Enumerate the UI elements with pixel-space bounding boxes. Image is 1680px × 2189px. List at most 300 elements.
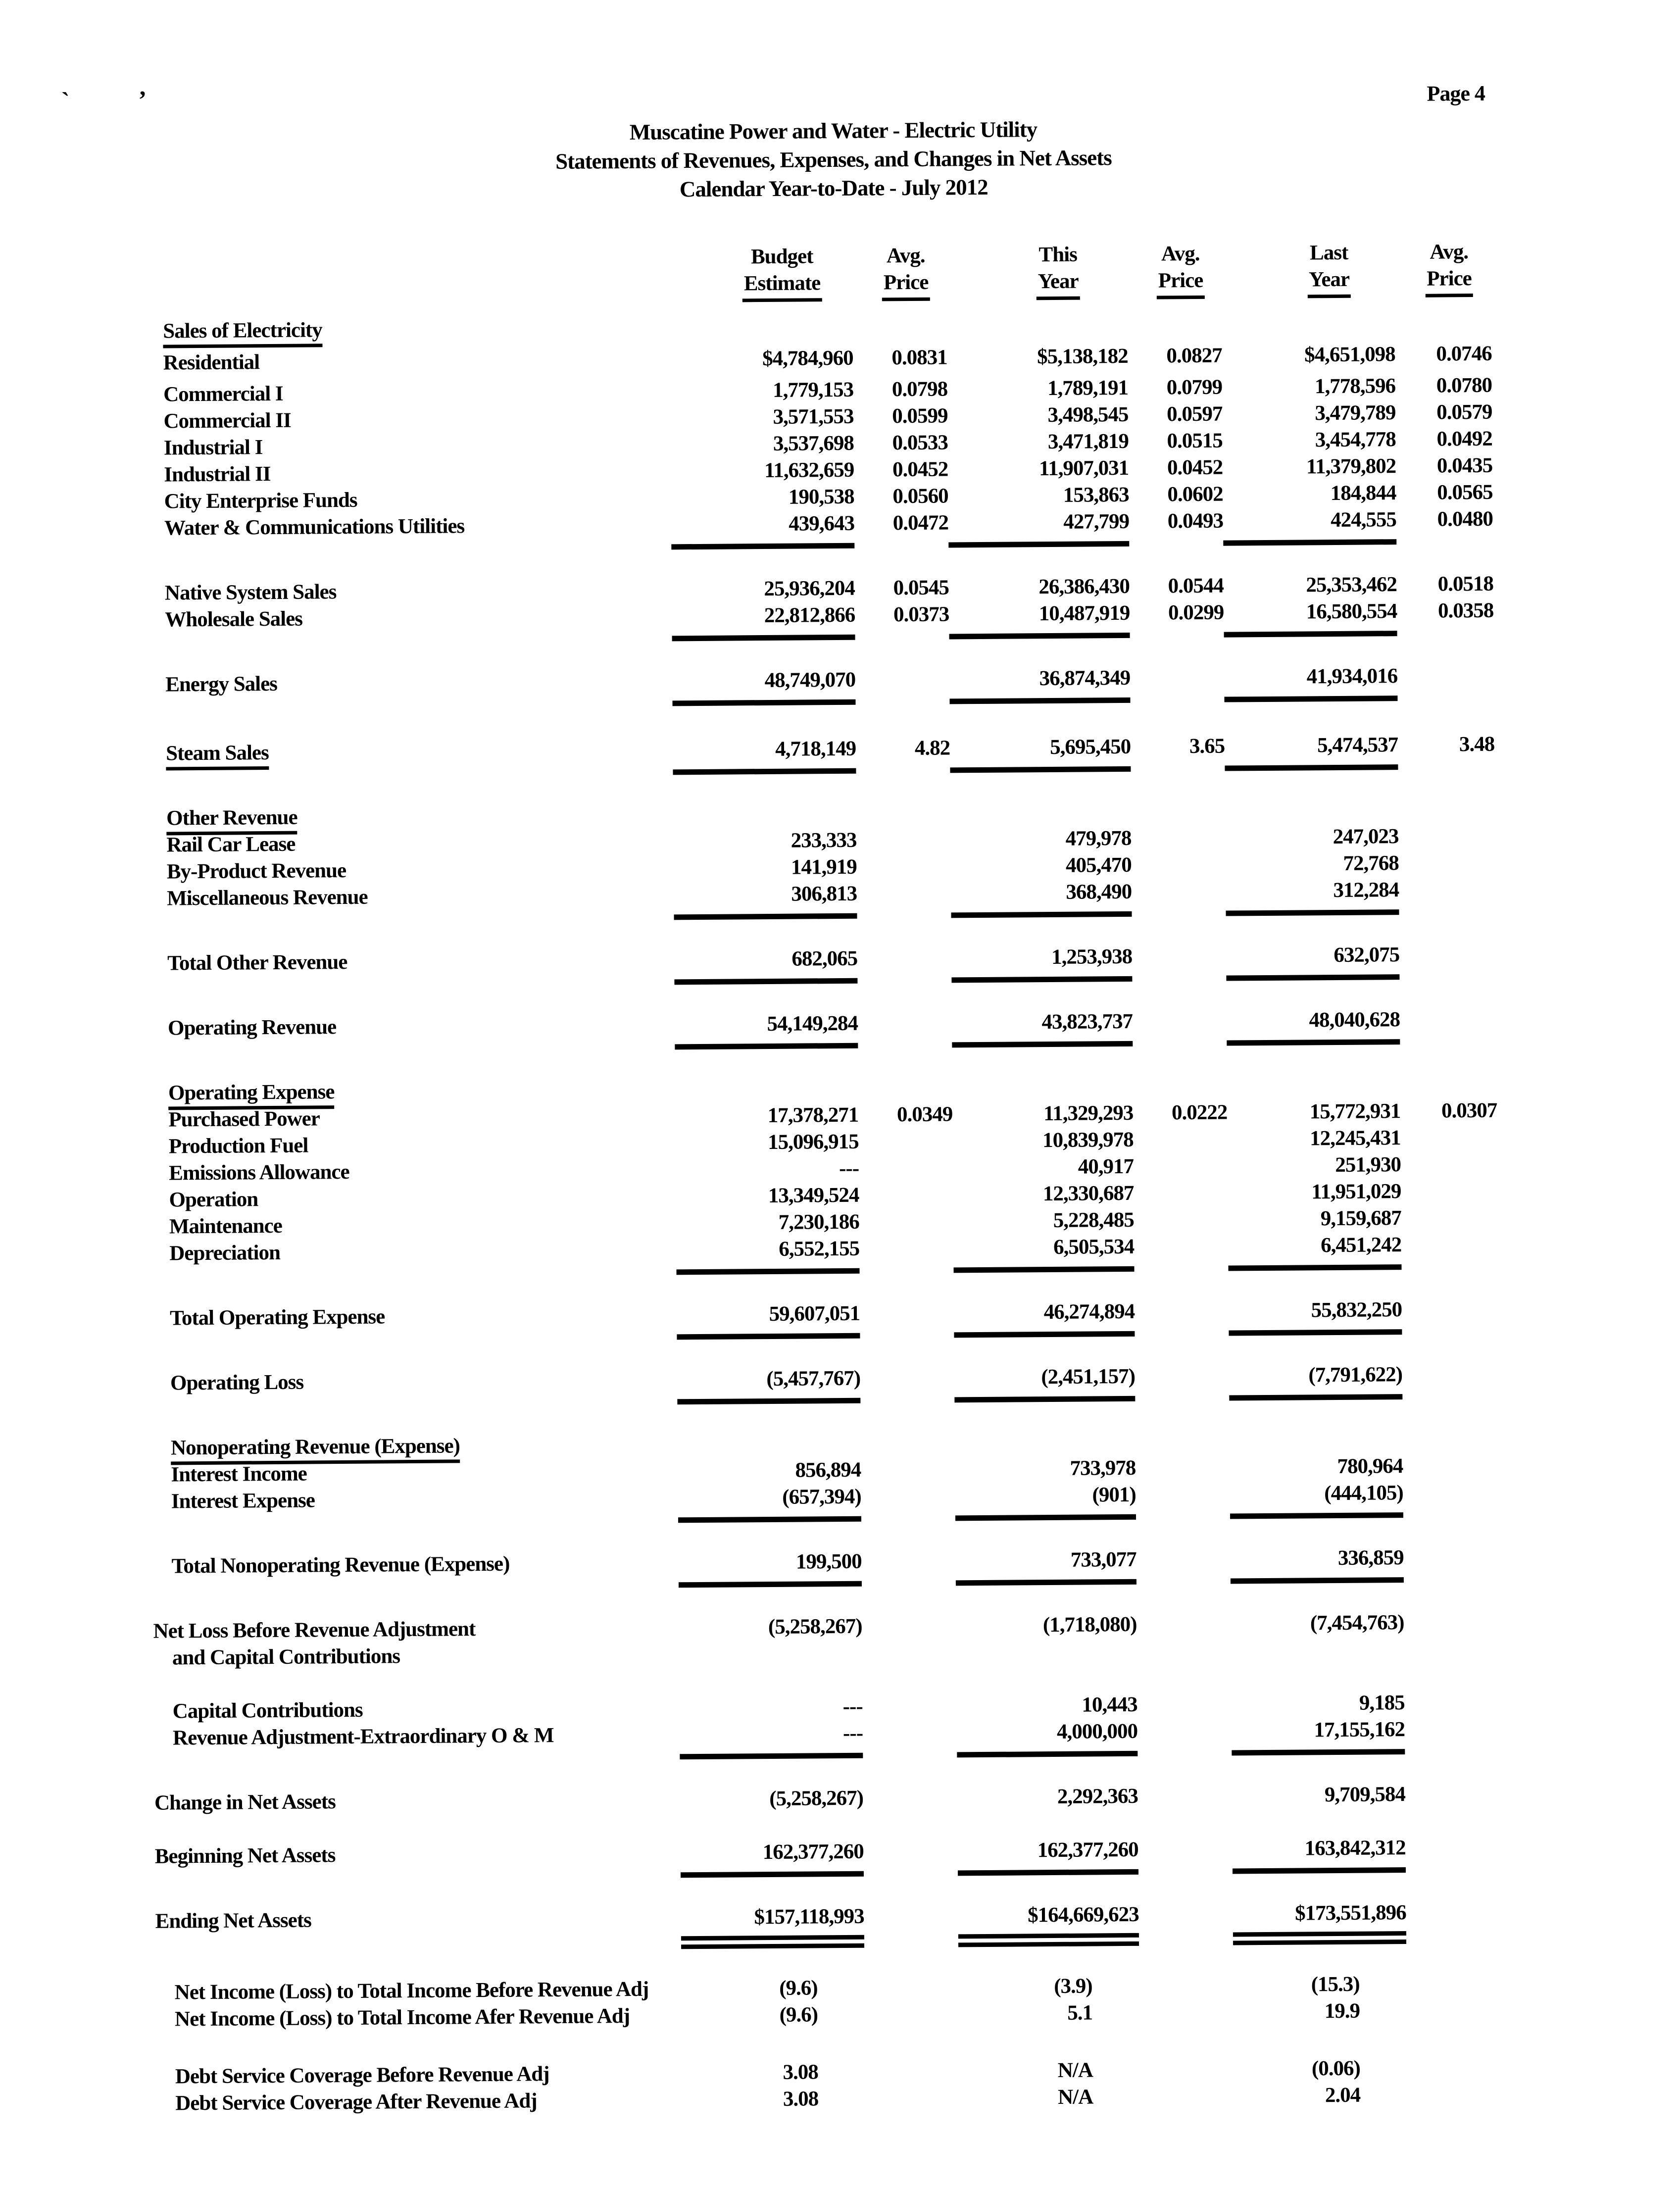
avg-price-budget-value: 0.0472 — [892, 511, 949, 535]
this-year-value: 36,874,349 — [949, 665, 1131, 704]
this-year-value: 1,253,938 — [951, 944, 1133, 983]
row-label — [150, 1301, 677, 1332]
row-label-text: Steam Sales — [166, 741, 269, 770]
avg-price-this-year-value: 0.0515 — [1167, 429, 1223, 453]
budget-estimate-value: (9.6) — [779, 2003, 818, 2027]
row-label — [146, 668, 672, 698]
budget-estimate-value: 233,333 — [791, 828, 857, 852]
avg-price-budget-value — [859, 1227, 953, 1228]
avg-price-this-year-value — [1140, 2075, 1234, 2076]
this-year-value: 427,799 — [948, 508, 1130, 548]
row-label-text: Native System Sales — [164, 580, 337, 605]
row-label — [150, 1366, 677, 1396]
row-label — [151, 1549, 678, 1580]
avg-price-budget-value — [865, 2077, 959, 2078]
row-label-text: Operating Expense — [168, 1080, 335, 1110]
budget-estimate-value: 141,919 — [791, 855, 857, 879]
avg-price-last-year-value — [1400, 1025, 1496, 1026]
row-label-text: Total Nonoperating Revenue (Expense) — [171, 1552, 510, 1578]
avg-price-last-year-value: 0.0780 — [1436, 373, 1492, 398]
row-label — [154, 1976, 681, 2006]
avg-price-budget-value — [863, 1712, 957, 1713]
row-label — [151, 1458, 678, 1488]
avg-price-last-year-value — [1398, 815, 1495, 816]
budget-estimate-value: 11,632,659 — [764, 458, 854, 483]
avg-price-last-year-value: 0.0492 — [1436, 427, 1492, 451]
budget-estimate-value: 59,607,051 — [677, 1300, 860, 1340]
this-year-value: 40,917 — [1078, 1154, 1134, 1179]
last-year-value — [1225, 816, 1398, 817]
avg-price-this-year-value: 0.0597 — [1167, 402, 1223, 426]
row-label — [149, 1156, 676, 1187]
this-year-value: 5.1 — [1067, 2001, 1093, 2025]
row-label-text: Revenue Adjustment-Extraordinary O & M — [172, 1724, 554, 1750]
this-year-value: 46,274,894 — [954, 1298, 1135, 1338]
budget-estimate-value: 162,377,260 — [681, 1839, 864, 1878]
avg-price-budget-value: 0.0533 — [892, 431, 948, 455]
row-label — [145, 576, 672, 606]
budget-estimate-value: 13,349,524 — [768, 1183, 859, 1208]
budget-estimate-value: (5,258,267) — [768, 1614, 862, 1639]
last-year-value: 1,778,596 — [1314, 374, 1396, 398]
row-label — [151, 1485, 678, 1515]
row-label — [144, 431, 671, 461]
row-label-text: Total Operating Expense — [170, 1305, 385, 1330]
row-label-text: Industrial I — [163, 436, 263, 460]
this-year-value: 11,329,293 — [1043, 1101, 1134, 1126]
row-label — [152, 1614, 679, 1671]
row-label-text-2: and Capital Contributions — [172, 1644, 400, 1670]
row-label — [143, 314, 670, 345]
last-year-value: 6,451,242 — [1228, 1232, 1402, 1271]
avg-price-budget-value: 4.82 — [914, 736, 950, 760]
budget-estimate-value: 22,812,866 — [672, 602, 855, 642]
this-year-value: 26,386,430 — [1038, 574, 1130, 599]
avg-price-this-year-value — [1136, 1474, 1230, 1475]
row-label-text: Commercial I — [163, 382, 283, 406]
last-year-value: 41,934,016 — [1224, 663, 1398, 702]
avg-price-this-year-value — [1128, 330, 1222, 331]
row-label-text: Capital Contributions — [172, 1698, 363, 1723]
avg-price-last-year-value — [1401, 1170, 1497, 1171]
last-year-value: 424,555 — [1223, 506, 1397, 546]
row-label — [144, 378, 670, 408]
row-label-text: Commercial II — [163, 408, 291, 433]
budget-estimate-value — [678, 1449, 861, 1451]
statement-table — [0, 237, 1680, 2118]
last-year-value: 251,930 — [1335, 1153, 1401, 1177]
budget-estimate-value: 54,149,284 — [675, 1010, 858, 1050]
row-label — [144, 346, 670, 376]
avg-price-this-year-value — [1139, 2018, 1234, 2019]
avg-price-budget-value — [864, 1922, 958, 1923]
row-label-text: Rail Car Lease — [166, 832, 296, 857]
this-year-value: 5,228,485 — [1053, 1208, 1134, 1232]
row-label — [146, 737, 673, 767]
avg-price-budget-value — [860, 1384, 954, 1385]
this-year-value: 368,490 — [951, 879, 1132, 918]
column-headers — [143, 239, 1491, 306]
col-header-budget-estimate: Budget Estimate — [669, 243, 853, 303]
title-line-3: Calendar Year-to-Date - July 2012 — [679, 174, 988, 202]
avg-price-this-year-value: 3.65 — [1189, 734, 1225, 758]
budget-estimate-value: $4,784,960 — [762, 346, 853, 371]
row-label-text: Depreciation — [169, 1241, 281, 1265]
avg-price-this-year-value — [1134, 1145, 1228, 1146]
avg-price-last-year-value — [1402, 1380, 1499, 1381]
last-year-value: 11,951,029 — [1311, 1180, 1401, 1204]
last-year-value: 3,479,789 — [1315, 401, 1396, 425]
statement-row — [153, 1781, 1502, 1817]
this-year-value: 43,823,737 — [952, 1008, 1133, 1048]
last-year-value: 15,772,931 — [1309, 1099, 1401, 1124]
this-year-value: 10,839,978 — [1042, 1128, 1134, 1152]
last-year-value: (7,454,763) — [1310, 1611, 1404, 1635]
avg-price-last-year-value — [1403, 1445, 1499, 1446]
row-label — [151, 1431, 678, 1461]
this-year-value: 3,498,545 — [1047, 402, 1129, 427]
row-label-text: Industrial II — [164, 462, 271, 487]
avg-price-this-year-value — [1136, 1565, 1231, 1566]
this-year-value: 10,443 — [1082, 1692, 1137, 1717]
avg-price-this-year-value: 0.0452 — [1167, 455, 1223, 480]
row-label-text: Production Fuel — [168, 1134, 308, 1158]
budget-estimate-value: 6,552,155 — [676, 1236, 860, 1275]
this-year-value — [947, 331, 1128, 333]
avg-price-budget-value — [861, 1502, 955, 1503]
budget-estimate-value: (5,457,767) — [677, 1365, 861, 1405]
report-header — [0, 0, 1674, 208]
row-label-text: Nonoperating Revenue (Expense) — [171, 1434, 460, 1465]
avg-price-budget-value: 0.0452 — [892, 457, 948, 482]
avg-price-budget-value: 0.0373 — [893, 602, 949, 627]
this-year-value: 11,907,031 — [1038, 456, 1129, 481]
row-label-text: Sales of Electricity — [163, 318, 322, 348]
last-year-value: 16,580,554 — [1224, 598, 1397, 637]
avg-price-this-year-value — [1137, 1630, 1231, 1631]
this-year-value: 733,978 — [1070, 1456, 1136, 1480]
row-label-text: Debt Service Coverage Before Revenue Adj — [175, 2062, 549, 2089]
scan-artifact: ` — [61, 87, 70, 115]
this-year-value: 4,000,000 — [957, 1718, 1138, 1758]
statement-row — [151, 1544, 1500, 1592]
row-label-text: Operating Revenue — [167, 1015, 337, 1040]
avg-price-budget-value — [859, 1174, 953, 1175]
avg-price-this-year-value — [1132, 962, 1226, 963]
this-year-value — [950, 818, 1131, 820]
avg-price-this-year-value — [1139, 1991, 1234, 1992]
row-label-text: Interest Expense — [171, 1489, 315, 1513]
avg-price-last-year-value — [1402, 1315, 1498, 1316]
avg-price-budget-value: 0.0798 — [891, 377, 948, 401]
this-year-value: 479,978 — [1065, 826, 1132, 850]
row-label — [145, 511, 671, 542]
row-label — [155, 2060, 682, 2090]
avg-price-this-year-value: 0.0544 — [1168, 574, 1224, 598]
avg-price-last-year-value — [1401, 1224, 1498, 1225]
title-line-1: Muscatine Power and Water - Electric Utility — [629, 117, 1038, 145]
last-year-value: $4,651,098 — [1304, 343, 1395, 367]
this-year-value: 3,471,819 — [1047, 429, 1129, 454]
avg-price-last-year-value: 0.0435 — [1436, 453, 1493, 478]
row-label — [147, 882, 674, 912]
avg-price-budget-value — [863, 1739, 957, 1740]
budget-estimate-value: --- — [680, 1720, 863, 1760]
avg-price-last-year-value — [1397, 682, 1494, 683]
avg-price-budget-value — [859, 1200, 953, 1201]
avg-price-budget-value — [859, 1147, 953, 1148]
statement-row — [154, 1899, 1503, 1953]
row-label-text: Debt Service Coverage After Revenue Adj — [175, 2089, 537, 2115]
budget-estimate-value: 25,936,204 — [764, 576, 855, 601]
row-label — [144, 485, 671, 515]
avg-price-budget-value — [865, 2104, 959, 2105]
this-year-value — [952, 1093, 1133, 1094]
avg-price-this-year-value: 0.0493 — [1167, 509, 1224, 533]
last-year-value: 25,353,462 — [1306, 573, 1397, 597]
row-label-text: Other Revenue — [166, 806, 297, 836]
this-year-value: 162,377,260 — [958, 1837, 1139, 1876]
avg-price-last-year-value — [1399, 960, 1496, 961]
avg-price-last-year-value — [1405, 1708, 1501, 1709]
avg-price-last-year-value: 0.0518 — [1437, 572, 1494, 596]
budget-estimate-value: 3.08 — [783, 2060, 818, 2084]
row-label — [153, 1694, 680, 1725]
avg-price-budget-value — [857, 872, 951, 873]
avg-price-last-year-value — [1407, 2100, 1504, 2101]
this-year-value: 733,077 — [955, 1546, 1136, 1586]
budget-estimate-value — [675, 1094, 858, 1096]
col-header-avg-price-last-year: Avg. Price — [1394, 239, 1491, 298]
row-label — [149, 1130, 676, 1160]
last-year-value: 12,245,431 — [1310, 1126, 1401, 1150]
avg-price-last-year-value: 0.0307 — [1441, 1098, 1497, 1123]
last-year-value — [1222, 329, 1395, 330]
row-label — [148, 1011, 675, 1042]
avg-price-last-year-value — [1407, 2016, 1503, 2017]
this-year-value: (1,718,080) — [1042, 1612, 1137, 1637]
row-label — [149, 1210, 676, 1240]
row-label-text: Net Loss Before Revenue Adjustment — [153, 1617, 476, 1643]
avg-price-this-year-value — [1133, 1092, 1227, 1093]
title-line-2: Statements of Revenues, Expenses, and Changes in Net Assets — [555, 145, 1112, 174]
avg-price-last-year-value — [1401, 1197, 1498, 1198]
statement-rows — [143, 309, 1504, 2117]
avg-price-last-year-value: 0.0358 — [1437, 598, 1494, 623]
avg-price-budget-value — [860, 1319, 954, 1320]
avg-price-budget-value: 0.0545 — [893, 576, 949, 600]
budget-estimate-value: $157,118,993 — [681, 1903, 864, 1949]
avg-price-last-year-value: 3.48 — [1459, 732, 1495, 756]
avg-price-last-year-value — [1404, 1563, 1500, 1564]
avg-price-this-year-value — [1137, 1737, 1232, 1738]
statement-row — [146, 662, 1494, 710]
avg-price-budget-value: 0.0349 — [896, 1102, 953, 1127]
last-year-value: 632,075 — [1226, 942, 1400, 981]
avg-price-budget-value — [861, 1448, 955, 1449]
last-year-value: 247,023 — [1333, 825, 1399, 849]
last-year-value: $173,551,896 — [1233, 1899, 1406, 1945]
avg-price-budget-value — [865, 2020, 959, 2021]
avg-price-last-year-value — [1405, 1735, 1501, 1736]
last-year-value: 184,844 — [1330, 481, 1396, 505]
budget-estimate-value: 199,500 — [678, 1548, 862, 1588]
row-label-text: Energy Sales — [165, 672, 278, 696]
row-label — [148, 1076, 675, 1106]
avg-price-budget-value — [856, 819, 950, 820]
avg-price-this-year-value — [1135, 1317, 1229, 1318]
this-year-value: 405,470 — [1065, 853, 1132, 877]
avg-price-this-year-value — [1134, 1226, 1228, 1227]
scan-artifact: , — [139, 72, 146, 100]
budget-estimate-value: 15,096,915 — [768, 1130, 859, 1154]
avg-price-budget-value — [862, 1632, 956, 1633]
avg-price-this-year-value — [1135, 1382, 1229, 1383]
row-label — [149, 1237, 676, 1267]
row-label-text: Wholesale Sales — [165, 607, 303, 632]
last-year-value: 55,832,250 — [1229, 1296, 1402, 1336]
avg-price-this-year-value: 0.0827 — [1166, 344, 1222, 368]
budget-estimate-value: 3,537,698 — [773, 431, 854, 455]
avg-price-this-year-value — [1140, 2102, 1234, 2103]
row-label-text: Interest Income — [171, 1462, 307, 1487]
last-year-value: (0.06) — [1311, 2056, 1360, 2081]
avg-price-last-year-value — [1401, 1250, 1498, 1251]
last-year-value: 11,379,802 — [1306, 454, 1396, 479]
row-label-text: Net Income (Loss) to Total Income Afer Revenue Adj — [174, 2004, 630, 2031]
statement-row — [150, 1361, 1499, 1408]
avg-price-last-year-value: 0.0579 — [1436, 400, 1492, 424]
row-label — [148, 1103, 675, 1133]
avg-price-last-year-value — [1403, 1472, 1499, 1473]
row-label-text: By-Product Revenue — [166, 858, 346, 884]
row-label — [149, 1183, 676, 1213]
avg-price-budget-value — [857, 899, 951, 900]
row-label-text: Maintenance — [169, 1214, 282, 1239]
avg-price-budget-value — [861, 1475, 955, 1476]
last-year-value: (15.3) — [1311, 1972, 1360, 1996]
avg-price-this-year-value — [1134, 1199, 1228, 1200]
budget-estimate-value: 7,230,186 — [778, 1210, 860, 1234]
row-label-text: Ending Net Assets — [155, 1908, 311, 1933]
col-header-this-year: This Year — [946, 241, 1128, 301]
last-year-value: 48,040,628 — [1227, 1006, 1400, 1045]
avg-price-budget-value — [865, 1993, 959, 1994]
statement-row — [150, 1296, 1498, 1343]
this-year-value: 5,695,450 — [950, 734, 1131, 773]
budget-estimate-value: 856,894 — [795, 1458, 861, 1482]
row-label-text: Change in Net Assets — [154, 1790, 336, 1815]
avg-price-budget-value — [853, 332, 947, 333]
this-year-value: $5,138,182 — [1037, 344, 1128, 369]
avg-price-budget-value — [863, 1803, 957, 1804]
this-year-value: N/A — [1057, 2085, 1093, 2109]
budget-estimate-value: 190,538 — [788, 485, 854, 509]
row-label-text: Operating Loss — [170, 1370, 304, 1395]
avg-price-this-year-value: 0.0222 — [1171, 1100, 1228, 1125]
avg-price-this-year-value: 0.0602 — [1167, 482, 1223, 506]
budget-estimate-value: 17,378,271 — [767, 1103, 859, 1128]
avg-price-this-year-value — [1133, 1027, 1227, 1028]
last-year-value: 336,859 — [1230, 1544, 1404, 1584]
this-year-value: 10,487,919 — [949, 600, 1130, 640]
this-year-value: 1,789,191 — [1047, 376, 1129, 400]
statement-row — [152, 1609, 1501, 1672]
this-year-value: (3.9) — [1054, 1974, 1092, 1998]
last-year-value: 9,159,687 — [1320, 1206, 1401, 1231]
this-year-value: 153,863 — [1063, 483, 1129, 507]
this-year-value: (2,451,157) — [954, 1363, 1136, 1403]
row-label — [155, 2087, 682, 2117]
avg-price-last-year-value — [1399, 842, 1495, 843]
row-label — [144, 404, 670, 435]
statement-row — [148, 941, 1496, 989]
avg-price-this-year-value — [1137, 1710, 1232, 1711]
avg-price-this-year-value: 0.0299 — [1168, 600, 1224, 625]
avg-price-last-year-value — [1406, 1853, 1502, 1854]
avg-price-budget-value: 0.0560 — [892, 484, 948, 508]
last-year-value: 9,709,584 — [1324, 1783, 1406, 1807]
budget-estimate-value: 439,643 — [671, 510, 855, 550]
avg-price-budget-value — [864, 1857, 958, 1858]
row-label-text: Total Other Revenue — [167, 950, 347, 975]
this-year-value: N/A — [1057, 2058, 1093, 2082]
this-year-value: 6,505,534 — [953, 1234, 1135, 1273]
col-header-avg-price-this-year: Avg. Price — [1127, 241, 1222, 299]
row-label-text: Purchased Power — [168, 1107, 320, 1132]
row-label-text: Miscellaneous Revenue — [167, 885, 368, 910]
last-year-value: (7,791,622) — [1229, 1361, 1403, 1400]
avg-price-this-year-value — [1136, 1447, 1230, 1448]
avg-price-this-year-value — [1132, 897, 1226, 898]
last-year-value: (444,105) — [1230, 1480, 1404, 1519]
statement-row — [144, 341, 1492, 377]
budget-estimate-value: --- — [842, 1694, 863, 1718]
last-year-value: 780,964 — [1337, 1454, 1403, 1479]
budget-estimate-value: (657,394) — [678, 1484, 862, 1523]
budget-estimate-value: 306,813 — [674, 881, 857, 920]
avg-price-last-year-value — [1399, 869, 1495, 870]
row-label — [144, 458, 671, 488]
budget-estimate-value: 3.08 — [783, 2087, 819, 2111]
row-label — [145, 603, 672, 633]
budget-estimate-value: 48,749,070 — [672, 667, 856, 706]
avg-price-this-year-value — [1134, 1252, 1228, 1253]
avg-price-budget-value — [855, 685, 949, 686]
budget-estimate-value: 3,571,553 — [773, 404, 854, 429]
col-header-avg-price-budget: Avg. Price — [852, 242, 947, 301]
avg-price-this-year-value — [1132, 844, 1226, 845]
this-year-value: 12,330,687 — [1042, 1181, 1134, 1206]
avg-price-budget-value — [859, 1254, 953, 1255]
page-number: Page 4 — [1427, 81, 1485, 106]
avg-price-last-year-value — [1404, 1628, 1501, 1629]
this-year-value: $164,669,623 — [958, 1901, 1139, 1947]
last-year-value: 19.9 — [1324, 1999, 1360, 2023]
last-year-value: 9,185 — [1359, 1691, 1405, 1715]
last-year-value — [1230, 1445, 1403, 1447]
avg-price-budget-value — [862, 1567, 956, 1568]
row-label — [147, 855, 674, 885]
avg-price-last-year-value — [1405, 1800, 1502, 1801]
avg-price-last-year-value — [1403, 1498, 1500, 1499]
last-year-value — [1227, 1091, 1400, 1092]
row-label-text: Net Income (Loss) to Total Income Before Revenue Adj — [174, 1977, 649, 2004]
avg-price-last-year-value: 0.0565 — [1437, 480, 1493, 504]
last-year-value: 3,454,778 — [1315, 428, 1396, 452]
row-label-text: Beginning Net Assets — [154, 1843, 336, 1868]
budget-estimate-value: 1,779,153 — [772, 378, 854, 402]
